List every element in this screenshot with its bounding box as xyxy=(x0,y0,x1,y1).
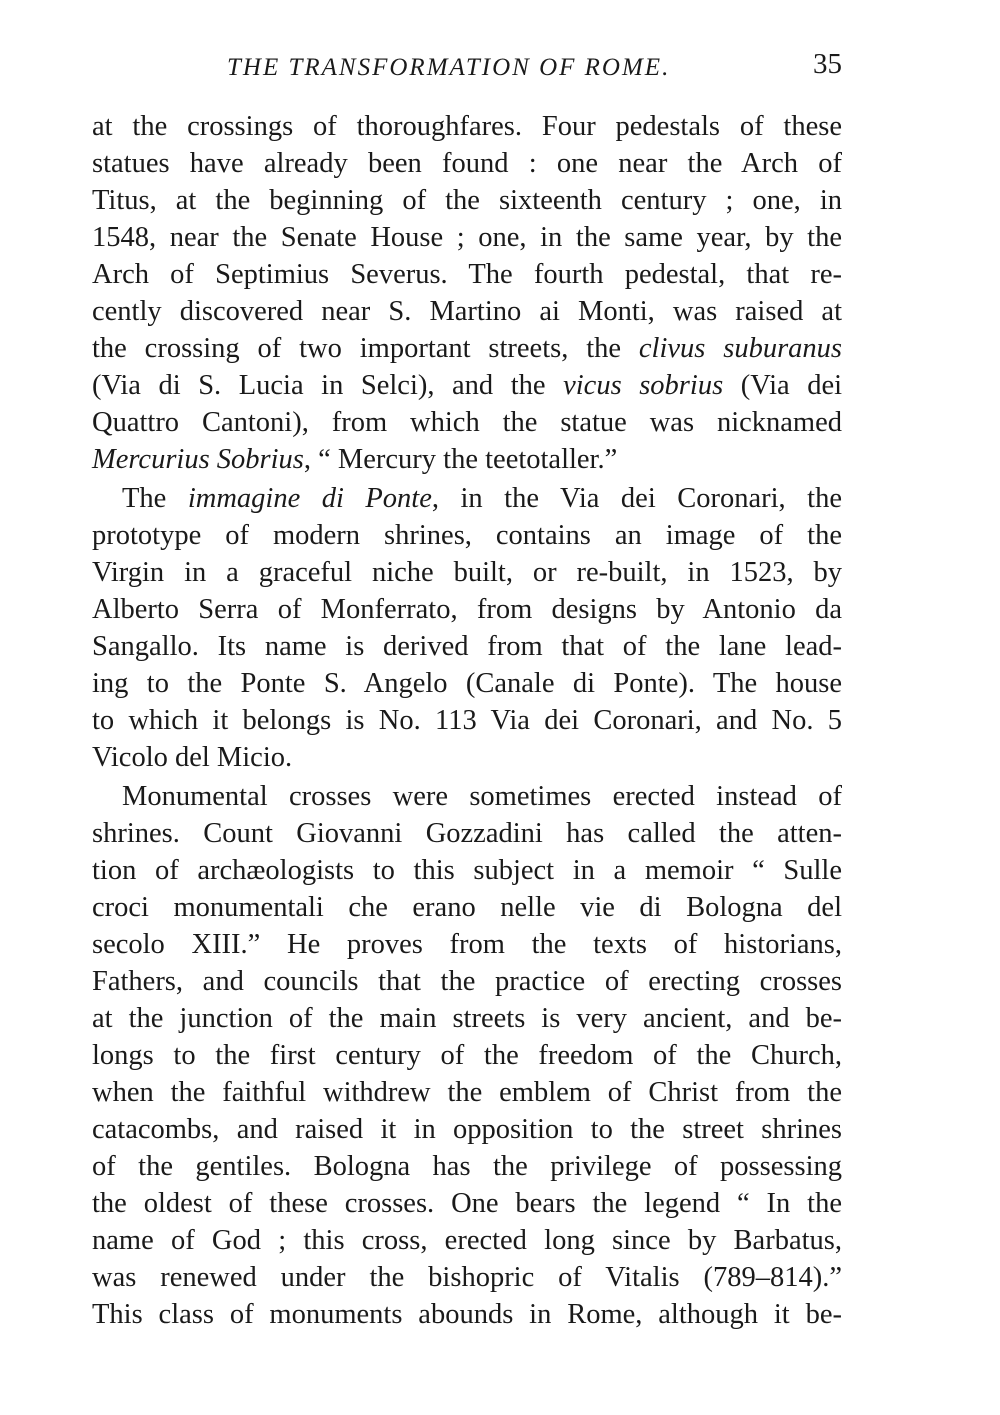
text-run: ing to the Ponte S. Angelo (Canale di Ponte). The house xyxy=(92,668,842,699)
text-run: was renewed under the bishopric of Vitalis (789–814).” xyxy=(92,1262,842,1293)
paragraph xyxy=(92,480,842,776)
text-run: (Via di S. Lucia in Selci), and the xyxy=(92,370,564,401)
text-line xyxy=(92,963,842,1000)
text-line xyxy=(92,256,842,293)
text-run: to which it belongs is No. 113 Via dei Coronari, and No. 5 xyxy=(92,705,842,736)
text-run: The xyxy=(122,483,188,514)
text-run: Vicolo del Micio. xyxy=(92,742,293,773)
text-run: at the crossings of thoroughfares. Four pedestals of these xyxy=(92,111,842,142)
text-run: shrines. Count Giovanni Gozzadini has called the atten- xyxy=(92,818,842,849)
italic-phrase: vicus sobrius xyxy=(563,370,724,401)
text-run: of the gentiles. Bologna has the privilege of possessing xyxy=(92,1151,842,1182)
text-run: catacombs, and raised it in opposition to the street shrines xyxy=(92,1114,842,1145)
text-line xyxy=(92,182,842,219)
text-line xyxy=(92,1185,842,1222)
text-run: secolo XIII.” He proves from the texts of historians, xyxy=(92,929,842,960)
text-run: the crossing of two important streets, the xyxy=(92,333,639,364)
italic-phrase: immagine di Ponte xyxy=(187,483,432,514)
text-line xyxy=(92,404,842,441)
text-run: Arch of Septimius Severus. The fourth pedestal, that re- xyxy=(92,259,842,290)
text-line xyxy=(92,554,842,591)
text-run: Sangallo. Its name is derived from that of the lane lead- xyxy=(92,631,842,662)
text-run: 1548, near the Senate House ; one, in the same year, by the xyxy=(92,222,842,253)
paragraph xyxy=(92,108,842,478)
text-run: (Via dei xyxy=(723,370,843,401)
text-run: tion of archæologists to this subject in a memoir “ Sulle xyxy=(92,855,842,886)
text-line xyxy=(92,1037,842,1074)
text-run: Alberto Serra of Monferrato, from designs by Antonio da xyxy=(92,594,842,625)
text-line xyxy=(92,1222,842,1259)
text-run: Quattro Cantoni), from which the statue was nicknamed xyxy=(92,407,842,438)
text-run: Virgin in a graceful niche built, or re-built, in 1523, by xyxy=(92,557,842,588)
text-run: when the faithful withdrew the emblem of Christ from the xyxy=(92,1077,842,1108)
text-line xyxy=(92,926,842,963)
text-run: Titus, at the beginning of the sixteenth century ; one, in xyxy=(92,185,842,216)
text-line xyxy=(92,628,842,665)
text-line xyxy=(92,1074,842,1111)
text-run: the oldest of these crosses. One bears the legend “ In the xyxy=(92,1188,842,1219)
text-line xyxy=(92,591,842,628)
text-line xyxy=(92,145,842,182)
text-line xyxy=(92,367,842,404)
text-line xyxy=(92,441,842,478)
text-line xyxy=(92,1000,842,1037)
text-line xyxy=(92,739,842,776)
text-line xyxy=(92,852,842,889)
text-line xyxy=(92,1296,842,1333)
text-line xyxy=(92,815,842,852)
text-run: Monumental crosses were sometimes erected instead of xyxy=(122,781,842,812)
text-line xyxy=(92,330,842,367)
text-run: at the junction of the main streets is very ancient, and be- xyxy=(92,1003,842,1034)
text-run: cently discovered near S. Martino ai Monti, was raised at xyxy=(92,296,842,327)
text-line xyxy=(92,889,842,926)
text-run: statues have already been found : one near the Arch of xyxy=(92,148,842,179)
text-line xyxy=(92,665,842,702)
text-line xyxy=(92,517,842,554)
text-run: croci monumentali che erano nelle vie di Bologna del xyxy=(92,892,842,923)
text-run: , in the Via dei Coronari, the xyxy=(431,483,842,514)
text-line xyxy=(92,219,842,256)
text-line xyxy=(92,1148,842,1185)
text-line xyxy=(92,293,842,330)
text-run: Fathers, and councils that the practice of erecting crosses xyxy=(92,966,842,997)
text-line xyxy=(92,702,842,739)
paragraph xyxy=(92,778,842,1333)
body-text xyxy=(92,108,842,1333)
text-line xyxy=(92,778,842,815)
text-run: longs to the first century of the freedom of the Church, xyxy=(92,1040,842,1071)
text-line xyxy=(92,480,842,517)
text-line xyxy=(92,1259,842,1296)
text-run: , “ Mercury the teetotaller.” xyxy=(303,444,618,475)
page-number: 35 xyxy=(813,48,842,80)
page-header xyxy=(92,48,842,88)
text-run: This class of monuments abounds in Rome, although it be- xyxy=(92,1299,842,1330)
text-run: name of God ; this cross, erected long since by Barbatus, xyxy=(92,1225,842,1256)
text-line xyxy=(92,1111,842,1148)
text-line xyxy=(92,108,842,145)
italic-phrase: Mercurius Sobrius xyxy=(92,444,304,475)
text-run: prototype of modern shrines, contains an image of the xyxy=(92,520,842,551)
running-title: THE TRANSFORMATION OF ROME. xyxy=(227,54,671,81)
italic-phrase: clivus suburanus xyxy=(638,333,842,364)
